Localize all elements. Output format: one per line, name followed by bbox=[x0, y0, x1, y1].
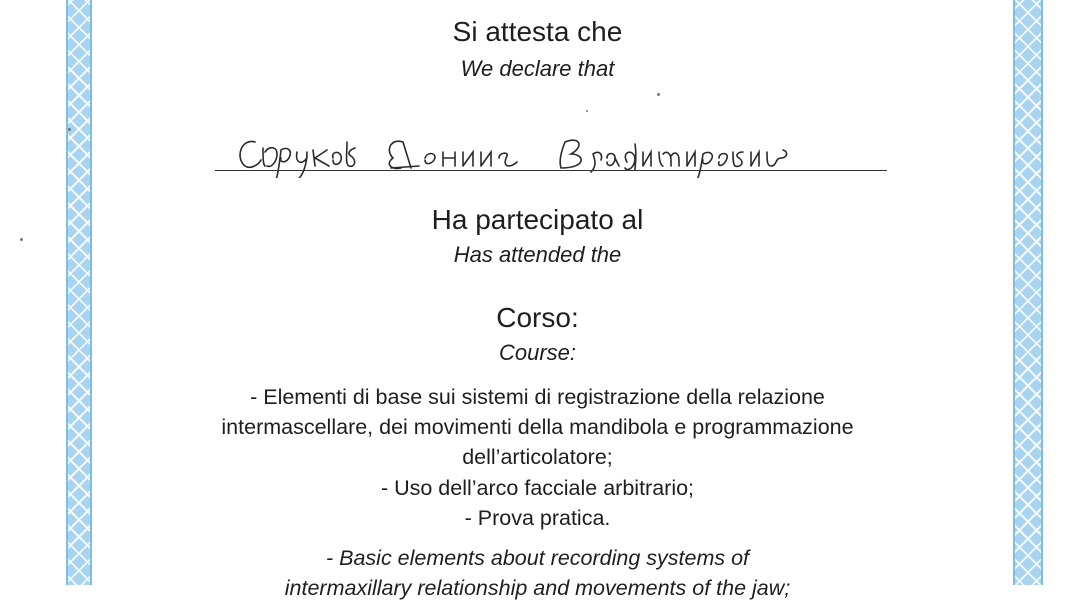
course-subheading: Course: bbox=[498, 340, 577, 365]
scan-speck bbox=[657, 93, 660, 96]
scan-speck bbox=[20, 238, 23, 241]
declare-subheading: We declare that bbox=[460, 56, 615, 81]
signature-line bbox=[215, 170, 887, 171]
scan-speck bbox=[68, 128, 71, 131]
course-description-line: - Prova pratica. bbox=[464, 506, 611, 530]
course-description-line: - Uso dell’arco facciale arbitrario; bbox=[380, 476, 695, 500]
scan-speck bbox=[586, 110, 588, 112]
course-description-line: intermascellare, dei movimenti della mandibola e programmazione bbox=[221, 415, 854, 439]
course-heading: Corso: bbox=[496, 302, 579, 333]
course-description-line: - Elementi di base sui sistemi di registrazione della relazione bbox=[250, 385, 825, 409]
course-description-en-line: intermaxillary relationship and movements of the jaw; bbox=[284, 576, 791, 600]
course-description-en-line: - Basic elements about recording systems of bbox=[325, 546, 750, 570]
attended-subheading: Has attended the bbox=[453, 242, 622, 267]
declare-heading: Si attesta che bbox=[452, 16, 623, 47]
attended-heading: Ha partecipato al bbox=[431, 204, 644, 235]
course-description-line: dell’articolatore; bbox=[462, 445, 613, 469]
